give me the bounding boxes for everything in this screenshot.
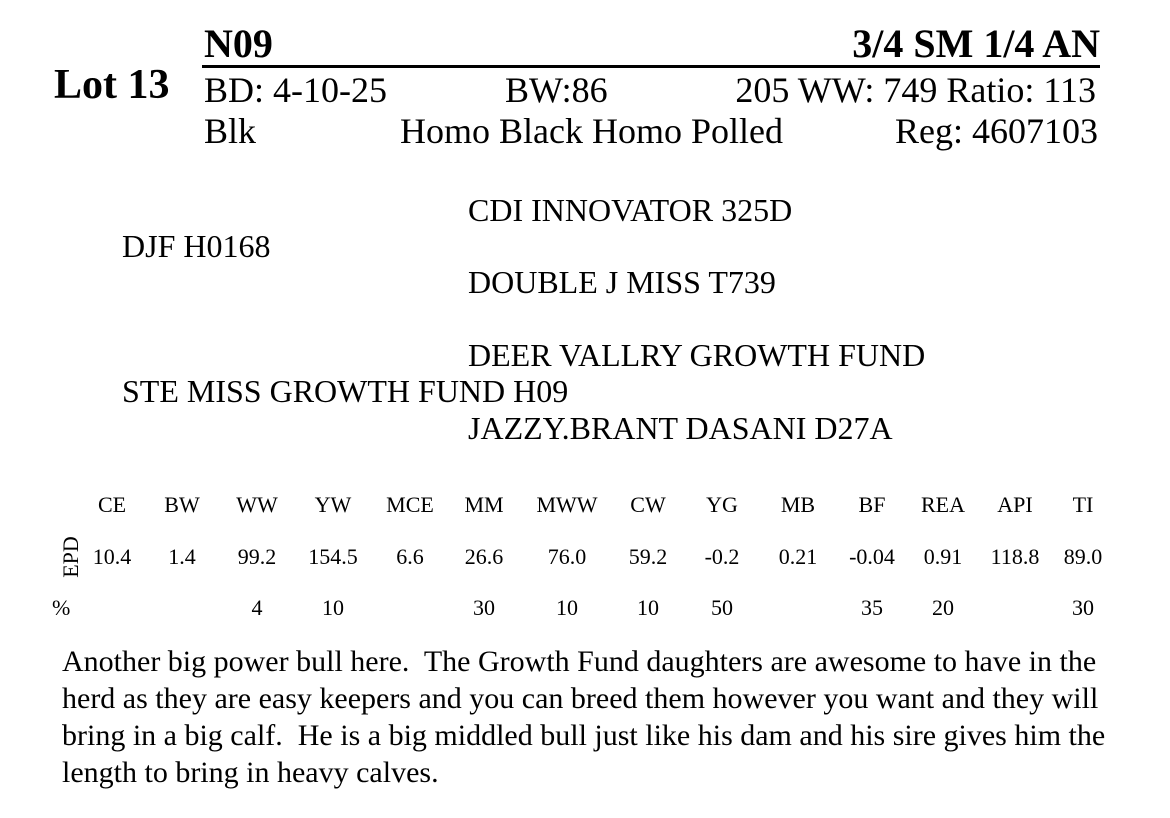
registration-number: Reg: 4607103 xyxy=(895,111,1098,151)
epd-value-ww: 99.2 xyxy=(237,544,277,569)
epd-header-ww: WW xyxy=(236,492,278,517)
epd-row-label: EPD xyxy=(57,536,83,578)
birth-date: BD: 4-10-25 xyxy=(204,70,387,110)
epd-header-api: API xyxy=(997,492,1033,517)
epd-value-yg: -0.2 xyxy=(704,544,740,569)
epd-value-rea: 0.91 xyxy=(923,544,963,569)
epd-header-ti: TI xyxy=(1072,492,1094,517)
epd-header-mm: MM xyxy=(464,492,504,517)
epd-percentile-mm: 30 xyxy=(473,595,495,620)
genotype: Homo Black Homo Polled xyxy=(400,111,783,151)
dam-sire: DEER VALLRY GROWTH FUND xyxy=(468,337,926,373)
epd-header-ce: CE xyxy=(97,492,127,517)
tag-number: N09 xyxy=(204,21,273,66)
birth-weight: BW:86 xyxy=(505,70,608,110)
epd-header-yg: YG xyxy=(706,492,738,517)
epd-value-mww: 76.0 xyxy=(547,544,587,569)
color: Blk xyxy=(204,111,257,151)
epd-value-ti: 89.0 xyxy=(1063,544,1103,569)
dam-dam: JAZZY.BRANT DASANI D27A xyxy=(468,410,893,446)
dam: STE MISS GROWTH FUND H09 xyxy=(122,373,569,409)
epd-value-bw: 1.4 xyxy=(168,544,196,569)
epd-header-bw: BW xyxy=(164,492,200,517)
epd-value-cw: 59.2 xyxy=(628,544,668,569)
epd-value-bf: -0.04 xyxy=(849,544,895,569)
epd-value-ce: 10.4 xyxy=(92,544,132,569)
epd-percentile-cw: 10 xyxy=(637,595,659,620)
comments: Another big power bull here. The Growth Fund daughters are awesome to have in the herd as they are easy keepers and you can breed them however you want and they will bring in a big calf. He is a big middled bull just like his dam and his sire gives him the length to bring in heavy calves. xyxy=(62,645,1113,789)
epd-value-api: 118.8 xyxy=(990,544,1040,569)
epd-percentile-rea: 20 xyxy=(932,595,954,620)
epd-percentile-ww: 4 xyxy=(251,595,263,620)
epd-percentile-ti: 30 xyxy=(1072,595,1094,620)
sire-sire: CDI INNOVATOR 325D xyxy=(468,192,793,228)
epd-header-mce: MCE xyxy=(386,492,434,517)
weaning-weight: 205 WW: 749 Ratio: 113 xyxy=(735,70,1096,110)
epd-value-mb: 0.21 xyxy=(778,544,818,569)
epd-value-yw: 154.5 xyxy=(308,544,358,569)
epd-percentile-yg: 50 xyxy=(711,595,733,620)
lot-number: Lot 13 xyxy=(54,62,170,108)
header-rule xyxy=(202,65,1100,68)
epd-header-mb: MB xyxy=(780,492,816,517)
epd-percentile-mww: 10 xyxy=(556,595,578,620)
epd-header-yw: YW xyxy=(314,492,352,517)
epd-percentile-bf: 35 xyxy=(861,595,883,620)
epd-value-mce: 6.6 xyxy=(396,544,424,569)
epd-value-mm: 26.6 xyxy=(464,544,504,569)
epd-header-mww: MWW xyxy=(536,492,598,517)
epd-header-rea: REA xyxy=(921,492,965,517)
epd-header-bf: BF xyxy=(858,492,886,517)
breed-composition: 3/4 SM 1/4 AN xyxy=(852,21,1100,66)
sire: DJF H0168 xyxy=(122,228,271,264)
epd-header-cw: CW xyxy=(630,492,666,517)
epd-percentile-yw: 10 xyxy=(322,595,344,620)
percentile-row-label: % xyxy=(52,595,71,620)
sire-dam: DOUBLE J MISS T739 xyxy=(468,264,776,300)
